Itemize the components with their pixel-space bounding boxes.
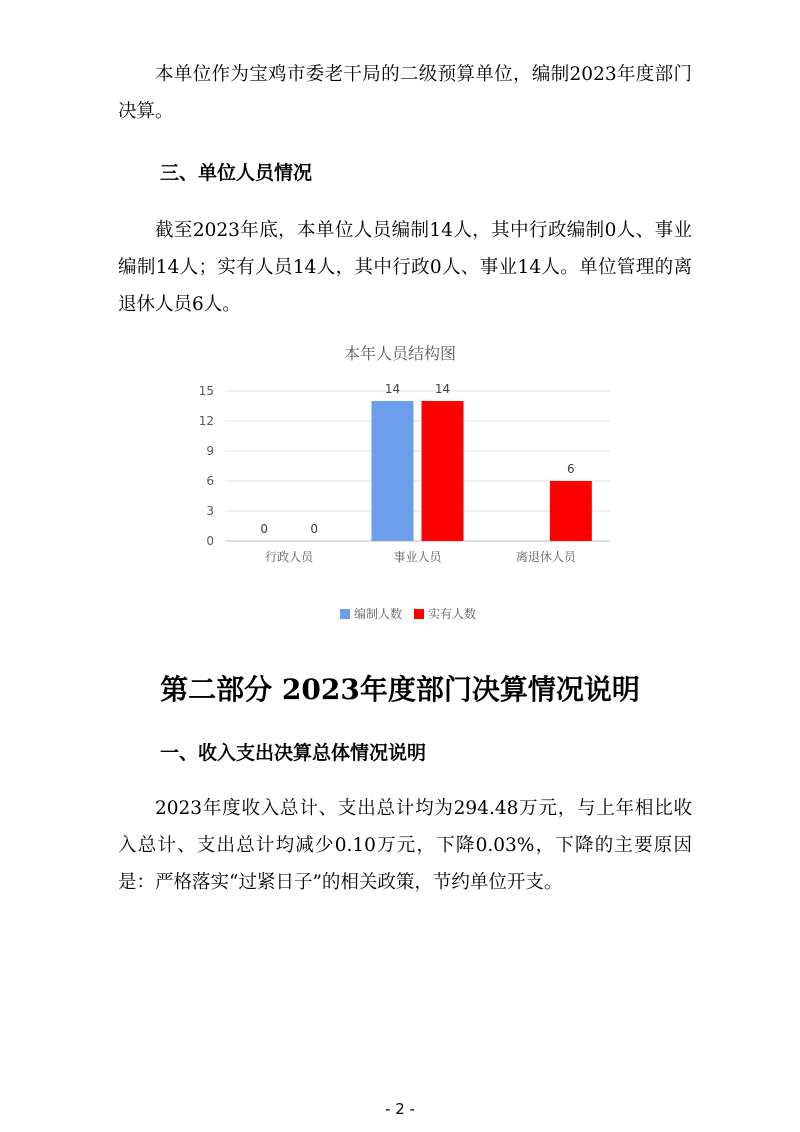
bar	[372, 401, 414, 541]
part-two-title: 第二部分 2023年度部门决算情况说明	[160, 673, 640, 706]
data-label: 6	[567, 462, 575, 476]
x-tick-label: 离退休人员	[515, 550, 576, 564]
intro-paragraph: 本单位作为宝鸡市委老干局的二级预算单位，编制2023年度部门决算。	[118, 64, 692, 122]
x-tick-label: 行政人员	[265, 550, 314, 564]
data-label: 14	[434, 382, 451, 396]
legend-swatch	[340, 609, 350, 619]
y-tick-label: 3	[206, 504, 214, 518]
x-tick-label: 事业人员	[393, 550, 442, 564]
section-heading-budget: 一、收入支出决算总体情况说明	[160, 742, 427, 764]
data-label: 0	[310, 522, 318, 536]
y-tick-label: 15	[198, 384, 214, 398]
chart-y-axis	[199, 384, 214, 548]
legend-label: 实有人数	[428, 607, 477, 621]
data-label: 14	[384, 382, 401, 396]
legend-label: 编制人数	[354, 607, 403, 621]
y-tick-label: 9	[206, 444, 214, 458]
chart-x-axis	[265, 549, 577, 564]
chart-bars	[260, 382, 591, 541]
page-number: - 2 -	[385, 1100, 415, 1118]
legend-swatch	[414, 609, 424, 619]
staff-paragraph: 截至2023年底，本单位人员编制14人，其中行政编制0人、事业编制14人；实有人员14人，其中行政0人、事业14人。单位管理的离退休人员6人。	[118, 220, 692, 315]
chart-legend	[340, 606, 476, 621]
y-tick-label: 0	[206, 534, 214, 548]
section-heading-staff: 三、单位人员情况	[160, 162, 313, 184]
y-tick-label: 6	[206, 474, 214, 488]
y-tick-label: 12	[198, 414, 214, 428]
bar	[550, 481, 592, 541]
budget-paragraph: 2023年度收入总计、支出总计均为294.48万元，与上年相比收入总计、支出总计均减少0.10万元，下降0.03%，下降的主要原因是：严格落实“过紧日子”的相关政策，节约单位开支。	[118, 798, 692, 893]
data-label: 0	[260, 522, 268, 536]
bar	[422, 401, 464, 541]
staff-structure-chart	[170, 335, 630, 630]
chart-title: 本年人员结构图	[343, 344, 457, 363]
